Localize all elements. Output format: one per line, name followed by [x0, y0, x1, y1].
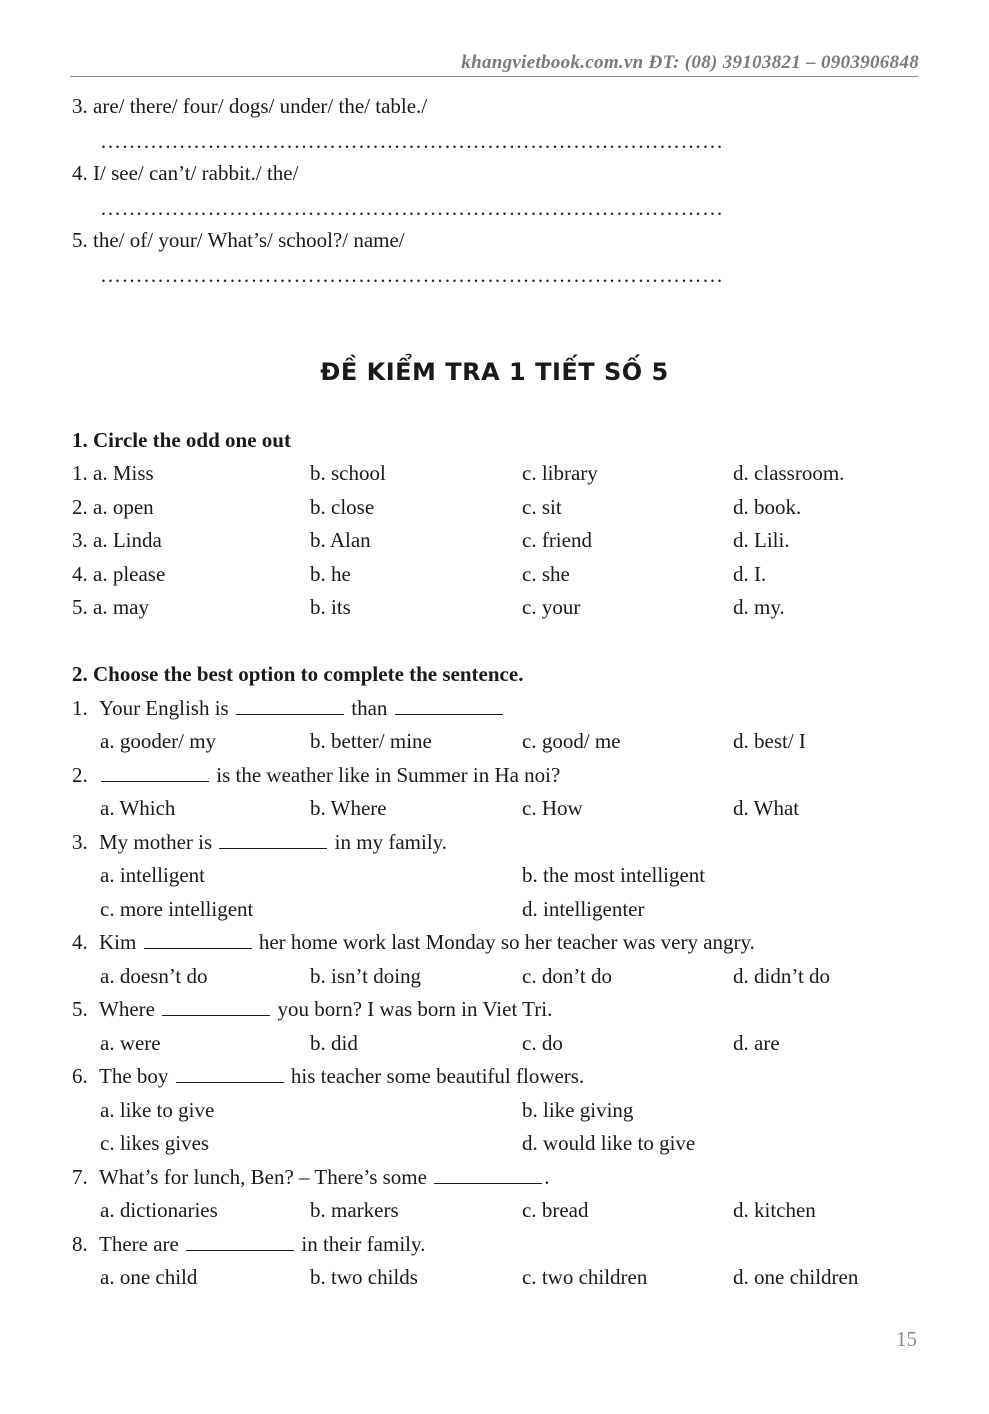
option: d. Lili. — [733, 528, 790, 552]
question-number: 7. — [72, 1165, 88, 1189]
option: c. more intelligent — [100, 897, 254, 921]
question-number: 2. — [72, 763, 88, 787]
answer-blank — [395, 696, 503, 715]
option: c. library — [522, 461, 598, 485]
options-row — [0, 1130, 989, 1156]
question-2 — [0, 762, 989, 788]
option: a. doesn’t do — [100, 964, 208, 988]
question-3 — [0, 829, 989, 855]
options-row — [0, 1264, 989, 1290]
option: c. good/ me — [522, 729, 621, 753]
page-number: 15 — [896, 1327, 917, 1351]
option: b. the most intelligent — [522, 863, 706, 887]
question-text: is the weather like in Summer in Ha noi? — [216, 763, 561, 787]
option: c. your — [522, 595, 581, 619]
options-row — [0, 1030, 989, 1056]
question-1 — [0, 695, 989, 721]
option: b. did — [310, 1031, 358, 1055]
option: b. like giving — [522, 1098, 634, 1122]
question-6 — [0, 1063, 989, 1089]
page-header: khangvietbook.com.vn ĐT: (08) 39103821 – 0903906848 — [461, 52, 919, 73]
question-text: . — [544, 1165, 550, 1189]
question-number: 3. — [72, 830, 88, 854]
question-text: his teacher some beautiful flowers. — [290, 1064, 585, 1088]
question-text: What’s for lunch, Ben? – There’s some — [99, 1165, 427, 1189]
question-8 — [0, 1231, 989, 1257]
section-2-heading: 2. Choose the best option to complete the sentence. — [72, 662, 524, 686]
option: b. Where — [310, 796, 387, 820]
options-row — [0, 963, 989, 989]
reorder-item-5: 5. the/ of/ your/ What’s/ school?/ name/ — [72, 228, 405, 252]
answer-blank — [434, 1165, 542, 1184]
odd-one-out-row — [0, 494, 989, 520]
answer-blank — [162, 997, 270, 1016]
option: 1. a. Miss — [72, 461, 154, 485]
question-text: Where — [99, 997, 155, 1021]
answer-line-3: …………………………………………………………………………… — [100, 129, 724, 153]
option: d. best/ I — [733, 729, 806, 753]
question-number: 4. — [72, 930, 88, 954]
option: d. kitchen — [733, 1198, 816, 1222]
option: b. better/ mine — [310, 729, 432, 753]
question-text: you born? I was born in Viet Tri. — [277, 997, 553, 1021]
question-text: My mother is — [99, 830, 213, 854]
reorder-item-4: 4. I/ see/ can’t/ rabbit./ the/ — [72, 161, 299, 185]
option: a. were — [100, 1031, 161, 1055]
option: d. intelligenter — [522, 897, 645, 921]
option: a. one child — [100, 1265, 198, 1289]
question-text: The boy — [99, 1064, 169, 1088]
answer-blank — [101, 763, 209, 782]
option: a. gooder/ my — [100, 729, 217, 753]
question-text: than — [351, 696, 388, 720]
option: d. classroom. — [733, 461, 845, 485]
option: b. Alan — [310, 528, 371, 552]
question-5 — [0, 996, 989, 1022]
question-text: Kim — [99, 930, 137, 954]
answer-line-4: …………………………………………………………………………… — [100, 196, 724, 220]
question-number: 5. — [72, 997, 88, 1021]
option: 3. a. Linda — [72, 528, 162, 552]
option: b. markers — [310, 1198, 399, 1222]
option: a. intelligent — [100, 863, 205, 887]
options-row — [0, 728, 989, 754]
odd-one-out-row — [0, 460, 989, 486]
question-number: 6. — [72, 1064, 88, 1088]
option: c. don’t do — [522, 964, 613, 988]
option: d. didn’t do — [733, 964, 831, 988]
question-text: in my family. — [334, 830, 448, 854]
options-row — [0, 1197, 989, 1223]
answer-blank — [219, 830, 327, 849]
option: 5. a. may — [72, 595, 149, 619]
option: d. my. — [733, 595, 785, 619]
option: c. do — [522, 1031, 563, 1055]
option: c. friend — [522, 528, 592, 552]
odd-one-out-row — [0, 561, 989, 587]
option: c. How — [522, 796, 583, 820]
option: c. bread — [522, 1198, 589, 1222]
question-7 — [0, 1164, 989, 1190]
option: 2. a. open — [72, 495, 154, 519]
option: b. school — [310, 461, 386, 485]
option: b. he — [310, 562, 351, 586]
options-row — [0, 1097, 989, 1123]
option: c. two children — [522, 1265, 648, 1289]
question-number: 1. — [72, 696, 88, 720]
option: d. are — [733, 1031, 780, 1055]
options-row — [0, 862, 989, 888]
options-row — [0, 896, 989, 922]
odd-one-out-row — [0, 527, 989, 553]
answer-blank — [144, 930, 252, 949]
option: b. close — [310, 495, 375, 519]
test-title: ĐỀ KIỂM TRA 1 TIẾT SỐ 5 — [320, 358, 669, 386]
option: c. likes gives — [100, 1131, 210, 1155]
option: a. dictionaries — [100, 1198, 218, 1222]
question-number: 8. — [72, 1232, 88, 1256]
option: c. sit — [522, 495, 562, 519]
question-text: her home work last Monday so her teacher was very angry. — [258, 930, 755, 954]
answer-blank — [186, 1232, 294, 1251]
option: d. would like to give — [522, 1131, 696, 1155]
option: b. isn’t doing — [310, 964, 422, 988]
question-text: in their family. — [301, 1232, 426, 1256]
odd-one-out-row — [0, 594, 989, 620]
option: 4. a. please — [72, 562, 166, 586]
question-text: Your English is — [99, 696, 229, 720]
option: d. I. — [733, 562, 767, 586]
question-4 — [0, 929, 989, 955]
header-divider — [70, 76, 918, 77]
option: c. she — [522, 562, 570, 586]
option: d. one children — [733, 1265, 859, 1289]
option: d. What — [733, 796, 800, 820]
answer-blank — [236, 696, 344, 715]
answer-blank — [176, 1064, 284, 1083]
answer-line-5: …………………………………………………………………………… — [100, 263, 724, 287]
section-1-heading: 1. Circle the odd one out — [72, 428, 291, 452]
option: d. book. — [733, 495, 802, 519]
reorder-item-3: 3. are/ there/ four/ dogs/ under/ the/ table./ — [72, 94, 428, 118]
options-row — [0, 795, 989, 821]
question-text: There are — [99, 1232, 179, 1256]
option: b. two childs — [310, 1265, 418, 1289]
option: a. like to give — [100, 1098, 215, 1122]
option: b. its — [310, 595, 351, 619]
option: a. Which — [100, 796, 176, 820]
